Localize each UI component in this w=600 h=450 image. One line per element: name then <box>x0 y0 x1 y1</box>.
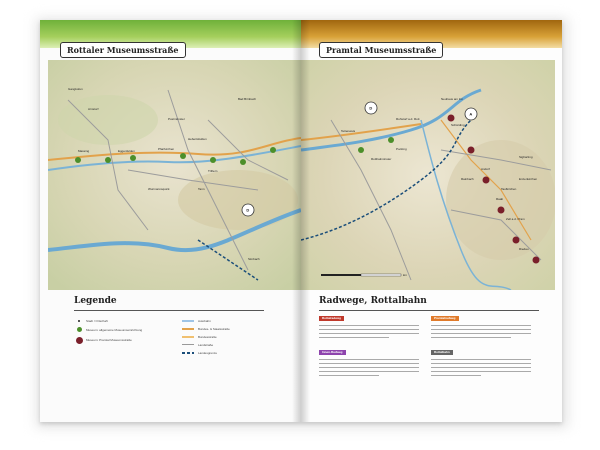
brochure-spread <box>40 20 562 422</box>
svg-text:A: A <box>469 111 473 117</box>
info-head-rottalbahn: Rottalbahn <box>431 350 453 355</box>
town-label: Bad Birnbach <box>238 97 257 101</box>
rottalbahn-text <box>431 359 531 379</box>
legend-dot-town <box>78 320 80 322</box>
museum-marker <box>498 207 505 214</box>
museum-marker <box>468 147 475 154</box>
town-label: Tettenweis <box>341 129 356 133</box>
museum-marker <box>358 147 364 153</box>
legend-dot-green <box>77 327 82 332</box>
town-label: Arnstorf <box>88 107 99 111</box>
town-label: Massing <box>78 149 90 153</box>
legend-label: Museum: Pramtal Museumsstraße <box>86 338 132 342</box>
info-head-rottalradweg: Rottalradweg <box>319 316 344 321</box>
town-label: Schärding <box>451 123 465 127</box>
town-label: Andorf <box>481 167 490 171</box>
highway-marker <box>365 102 377 114</box>
innen-radweg-text <box>319 359 419 379</box>
town-label: Pocking <box>396 147 407 151</box>
museum-marker <box>388 137 394 143</box>
town-label: Simbach <box>248 257 260 261</box>
highway-marker <box>465 108 477 120</box>
museum-marker <box>105 157 111 163</box>
right-page <box>301 20 562 422</box>
museum-marker <box>270 147 276 153</box>
left-page <box>40 20 301 422</box>
legend-label: Stadt / Ortschaft <box>86 319 108 323</box>
svg-text:D: D <box>246 207 250 213</box>
legend-label: Bundesstraße <box>198 335 217 339</box>
svg-text:km: km <box>403 273 407 277</box>
pramtal-map <box>301 60 555 290</box>
museum-marker <box>75 157 81 163</box>
museum-marker <box>513 237 520 244</box>
legend-label: Autobahn <box>198 319 211 323</box>
museum-marker <box>210 157 216 163</box>
svg-text:D: D <box>369 105 373 111</box>
rottal-map <box>48 60 301 290</box>
museum-marker <box>448 115 455 122</box>
legend-label: Landstraße <box>198 343 214 347</box>
legend-line-autobahn <box>182 320 194 322</box>
town-label: Zell a.d. Pram <box>506 217 525 221</box>
town-label: Hebertsfelden <box>188 137 207 141</box>
rottalradweg-text <box>319 325 419 341</box>
town-label: Tann <box>198 187 205 191</box>
town-label: Rainbach <box>461 177 474 181</box>
town-label: Eggenfelden <box>118 149 135 153</box>
legend-line-grenze <box>182 352 194 354</box>
town-label: Wurmannsquick <box>148 187 170 191</box>
legend-dot-maroon <box>76 337 83 344</box>
museum-marker <box>180 153 186 159</box>
museum-marker <box>130 155 136 161</box>
legend-line-bundesstrasse <box>182 328 194 330</box>
town-label: Pfarrkirchen <box>158 147 175 151</box>
town-label: Ruhstorf a.d. Rott <box>396 117 420 121</box>
legend-line-landstrasse <box>182 344 194 345</box>
pramtalradweg-text <box>431 325 531 341</box>
museum-marker <box>240 159 246 165</box>
left-map-title: Rottaler Museumsstraße <box>60 42 186 58</box>
radwege-rule <box>319 310 539 311</box>
legend-line-strasse <box>182 336 194 338</box>
legend-label: Bundes- & Staatsstraße <box>198 327 230 331</box>
legend-label: Landesgrenze <box>198 351 218 355</box>
town-label: Neuhaus am Inn <box>441 97 464 101</box>
museum-marker <box>483 177 490 184</box>
info-head-pramtalradweg: Pramtalradweg <box>431 316 459 321</box>
right-map-title: Pramtal Museumsstraße <box>319 42 443 58</box>
town-label: Sigharting <box>519 155 533 159</box>
town-label: Postmünster <box>168 117 185 121</box>
museum-marker <box>533 257 540 264</box>
radwege-title: Radwege, Rottalbahn <box>319 296 427 306</box>
town-label: Raab <box>496 197 504 201</box>
town-label: Gangkofen <box>68 87 83 91</box>
town-label: Taufkirchen <box>501 187 517 191</box>
legend-label: Museum: allgemeine Museumseinrichtung <box>86 328 143 332</box>
town-label: Riedau <box>519 247 529 251</box>
legend-rule <box>74 310 264 311</box>
town-label: Enzenkirchen <box>519 177 538 181</box>
highway-marker <box>242 204 254 216</box>
legend-title: Legende <box>74 296 117 306</box>
town-label: Triftern <box>208 169 218 173</box>
town-label: Rotthalmünster <box>371 157 392 161</box>
info-head-innen-radweg: Innen-Radweg <box>319 350 346 355</box>
